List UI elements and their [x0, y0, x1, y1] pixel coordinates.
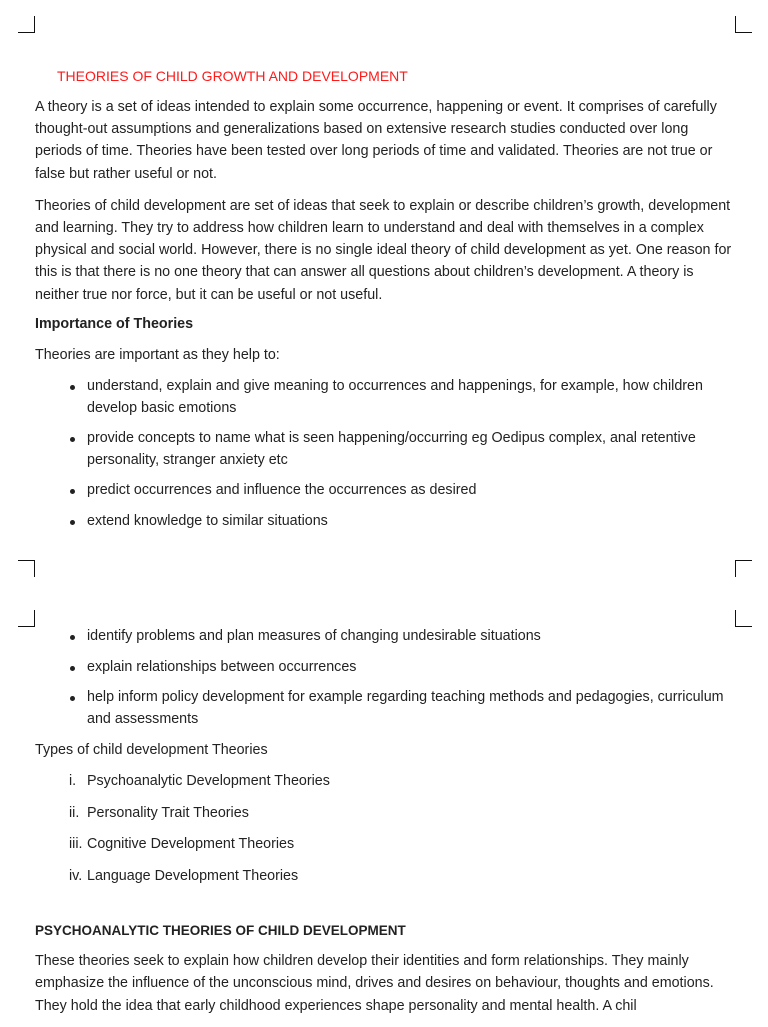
bullet-icon [70, 635, 75, 640]
list-number: ii. [69, 804, 80, 821]
document-title: THEORIES OF CHILD GROWTH AND DEVELOPMENT [57, 68, 408, 84]
list-item [35, 687, 735, 730]
list-item-text: extend knowledge to similar situations [87, 512, 328, 529]
list-number: iii. [69, 836, 83, 853]
list-item-text: Cognitive Development Theories [87, 836, 295, 853]
list-item-text: explain relationships between occurrences [87, 658, 357, 675]
list-item [35, 376, 735, 419]
bullet-icon [70, 696, 75, 701]
crop-mark-page-start-left [18, 610, 35, 627]
bullet-icon [70, 666, 75, 671]
types-heading: Types of child development Theories [35, 742, 268, 758]
list-item [35, 834, 735, 856]
importance-heading: Importance of Theories [35, 315, 194, 332]
psychoanalytic-heading: PSYCHOANALYTIC THEORIES OF CHILD DEVELOPMENT [35, 923, 406, 939]
crop-mark-top-left [18, 16, 35, 33]
list-item-text: Personality Trait Theories [87, 804, 249, 821]
document-page-2 [35, 626, 735, 1027]
list-item-text: help inform policy development for example regarding teaching methods and pedagogies, curriculum and assessments [87, 689, 724, 727]
list-item [35, 866, 735, 888]
list-item [35, 657, 735, 679]
crop-mark-page-end-right [735, 560, 752, 577]
importance-intro: Theories are important as they help to: [35, 346, 280, 363]
intro-paragraph: A theory is a set of ideas intended to explain some occurrence, happening or event. It comprises of carefully thought-out assumptions and generalizations based on extensive research studies conducted over long periods of time. Theories have been tested over long periods of time and validated. Theories are not true or false but rather useful or not. [35, 99, 717, 182]
types-list [35, 771, 735, 887]
document-page-1 [35, 64, 735, 541]
psychoanalytic-paragraph: These theories seek to explain how children develop their identities and form relationships. They mainly emphasize the influence of the unconscious mind, drives and desires on behaviour, thoughts and emotions. They hold the idea that early childhood experiences shape personality and mental health. A chil [35, 953, 714, 1014]
list-item [35, 480, 735, 502]
list-item-text: Language Development Theories [87, 867, 299, 884]
bullet-icon [70, 385, 75, 390]
list-item [35, 511, 735, 533]
list-item [35, 626, 735, 648]
list-item-text: predict occurrences and influence the occurrences as desired [87, 482, 477, 499]
crop-mark-page-start-right [735, 610, 752, 627]
list-number: iv. [69, 867, 83, 884]
list-item-text: identify problems and plan measures of changing undesirable situations [87, 628, 541, 644]
list-number: i. [69, 773, 77, 790]
list-item [35, 771, 735, 793]
development-paragraph: Theories of child development are set of ideas that seek to explain or describe children’s growth, development and learning. They try to address how children learn to understand and deal with themselves in a complex physical and social world. However, there is no single ideal theory of child development as yet. One reason for this is that there is no one theory that can answer all questions about children’s development. A theory is neither true nor force, but it can be useful or not useful. [35, 197, 732, 303]
list-item-text: Psychoanalytic Development Theories [87, 773, 330, 790]
bullet-icon [70, 489, 75, 494]
list-item [35, 803, 735, 825]
bullet-icon [70, 437, 75, 442]
list-item-text: provide concepts to name what is seen happening/occurring eg Oedipus complex, anal retentive personality, stranger anxiety etc [87, 430, 696, 468]
importance-list-page1 [35, 376, 735, 532]
crop-mark-page-end-left [18, 560, 35, 577]
crop-mark-top-right [735, 16, 752, 33]
list-item [35, 428, 735, 471]
list-item-text: understand, explain and give meaning to occurrences and happenings, for example, how children develop basic emotions [87, 378, 703, 416]
importance-list-page2 [35, 626, 735, 730]
bullet-icon [70, 520, 75, 525]
